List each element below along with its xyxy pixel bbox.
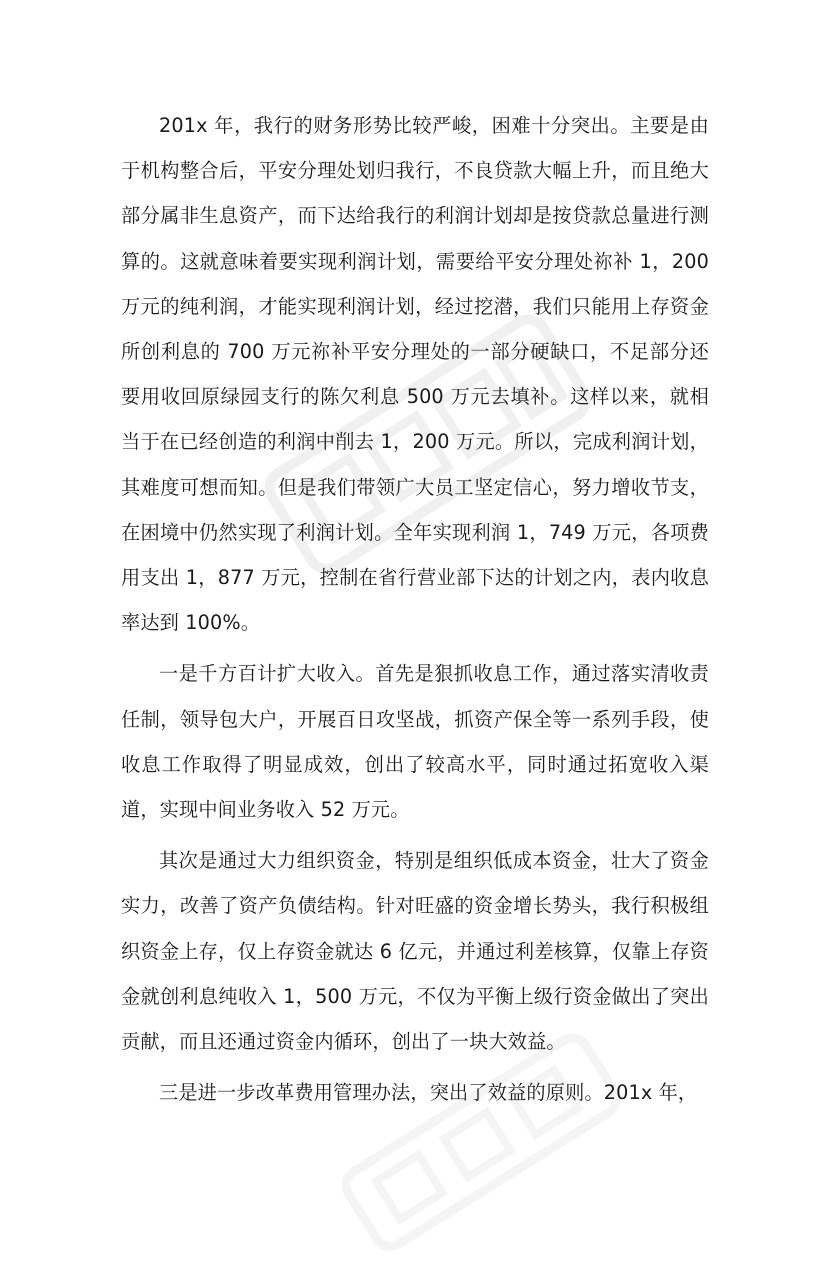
- paragraph-financial-situation: 201x 年，我行的财务形势比较严峻，困难十分突出。主要是由于机构整合后，平安分理处划归我行，不良贷款大幅上升，而且绝大部分属非生息资产，而下达给我行的利润计划却是按贷款总量进行测算的。这就意味着要实现利润计划，需要给平安分理处祢补 1，200万元的纯利润，才能实现利润计划，经过挖潜，我们只能用上存资金所创利息的 700 万元祢补平安分理处的一部分硬缺口，不足部分还要用收回原绿园支行的陈欠利息 500 万元去填补。这样以来，就相当于在已经创造的利润中削去 1，200 万元。所以，完成利润计划，其难度可想而知。但是我们带领广大员工坚定信心，努力增收节支，在困境中仍然实现了利润计划。全年实现利润 1，749 万元，各项费用支出 1，877 万元，控制在省行营业部下达的计划之内，表内收息率达到 100%。: [121, 114, 709, 635]
- paragraph-organize-funds: 其次是通过大力组织资金，特别是组织低成本资金，壮大了资金实力，改善了资产负债结构。针对旺盛的资金增长势头，我行积极组织资金上存，仅上存资金就达 6 亿元，并通过利差核算，仅靠上存资金就创利息纯收入 1，500 万元，不仅为平衡上级行资金做出了突出贡献，而且还通过资金内循环，创出了一块大效益。: [121, 849, 709, 1054]
- paragraph-expand-income: 一是千方百计扩大收入。首先是狠抓收息工作，通过落实清收责任制，领导包大户，开展百日攻坚战，抓资产保全等一系列手段，使收息工作取得了明显成效，创出了较高水平，同时通过拓宽收入渠道，实现中间业务收入 52 万元。: [121, 662, 709, 822]
- paragraph-expense-reform: 三是进一步改革费用管理办法，突出了效益的原则。201x 年，: [159, 1081, 698, 1105]
- document-body: [121, 103, 709, 1121]
